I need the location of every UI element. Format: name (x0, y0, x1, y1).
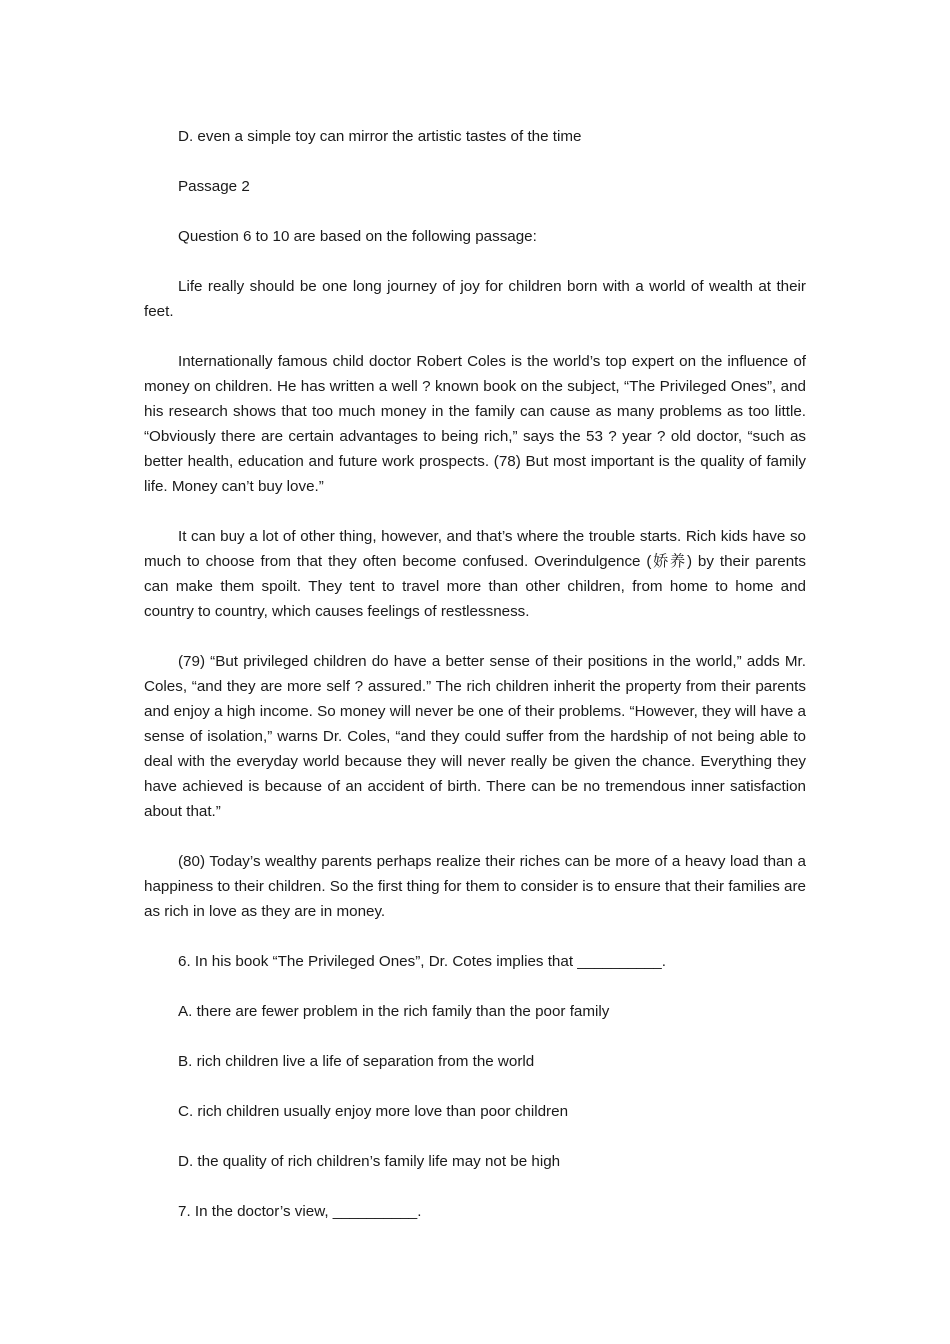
question-6-option-b: B. rich children live a life of separation from the world (178, 1053, 535, 1070)
question-6-option-a: A. there are fewer problem in the rich family than the poor family (178, 1003, 610, 1020)
question-6: 6. In his book “The Privileged Ones”, Dr. Cotes implies that __________. (178, 953, 666, 970)
passage-paragraph-1: Life really should be one long journey of joy for children born with a world of wealth at their feet. (144, 278, 806, 320)
passage-paragraph-3: It can buy a lot of other thing, however, and that’s where the trouble starts. Rich kids have so much to choose from that they often become confused. Overindulgence (娇养) by their parents can make them spoilt. They tent to travel more than other children, from home to home and country to country, which causes feelings of restlessness. (144, 528, 806, 620)
question-range-instruction: Question 6 to 10 are based on the following passage: (178, 228, 537, 245)
question-7: 7. In the doctor’s view, __________. (178, 1203, 422, 1220)
question-6-option-d: D. the quality of rich children’s family life may not be high (178, 1153, 561, 1170)
passage-heading: Passage 2 (178, 178, 250, 195)
passage-paragraph-4: (79) “But privileged children do have a better sense of their positions in the world,” adds Mr. Coles, “and they are more self ? assured.” The rich children inherit the property from their parents and enjoy a high income. So money will never be one of their problems. “However, they will have a sense of isolation,” warns Dr. Coles, “and they could suffer from the hardship of not being able to deal with the everyday world because they will never really be given the chance. Everything they have achieved is because of an accident of birth. There can be no tremendous inner satisfaction about that.” (144, 653, 806, 820)
passage-paragraph-2: Internationally famous child doctor Robert Coles is the world’s top expert on the influence of money on children. He has written a well ? known book on the subject, “The Privileged Ones”, and his research shows that too much money in the family can cause as many problems as too little. “Obviously there are certain advantages to being rich,” says the 53 ? year ? old doctor, “such as better health, education and future work prospects. (78) But most important is the quality of family life. Money can’t buy love.” (144, 353, 806, 495)
passage-paragraph-5: (80) Today’s wealthy parents perhaps realize their riches can be more of a heavy load than a happiness to their children. So the first thing for them to consider is to ensure that their families are as rich in love as they are in money. (144, 853, 806, 920)
document-page (144, 124, 806, 1249)
option-d-previous-question: D. even a simple toy can mirror the artistic tastes of the time (178, 128, 582, 145)
question-6-option-c: C. rich children usually enjoy more love than poor children (178, 1103, 569, 1120)
